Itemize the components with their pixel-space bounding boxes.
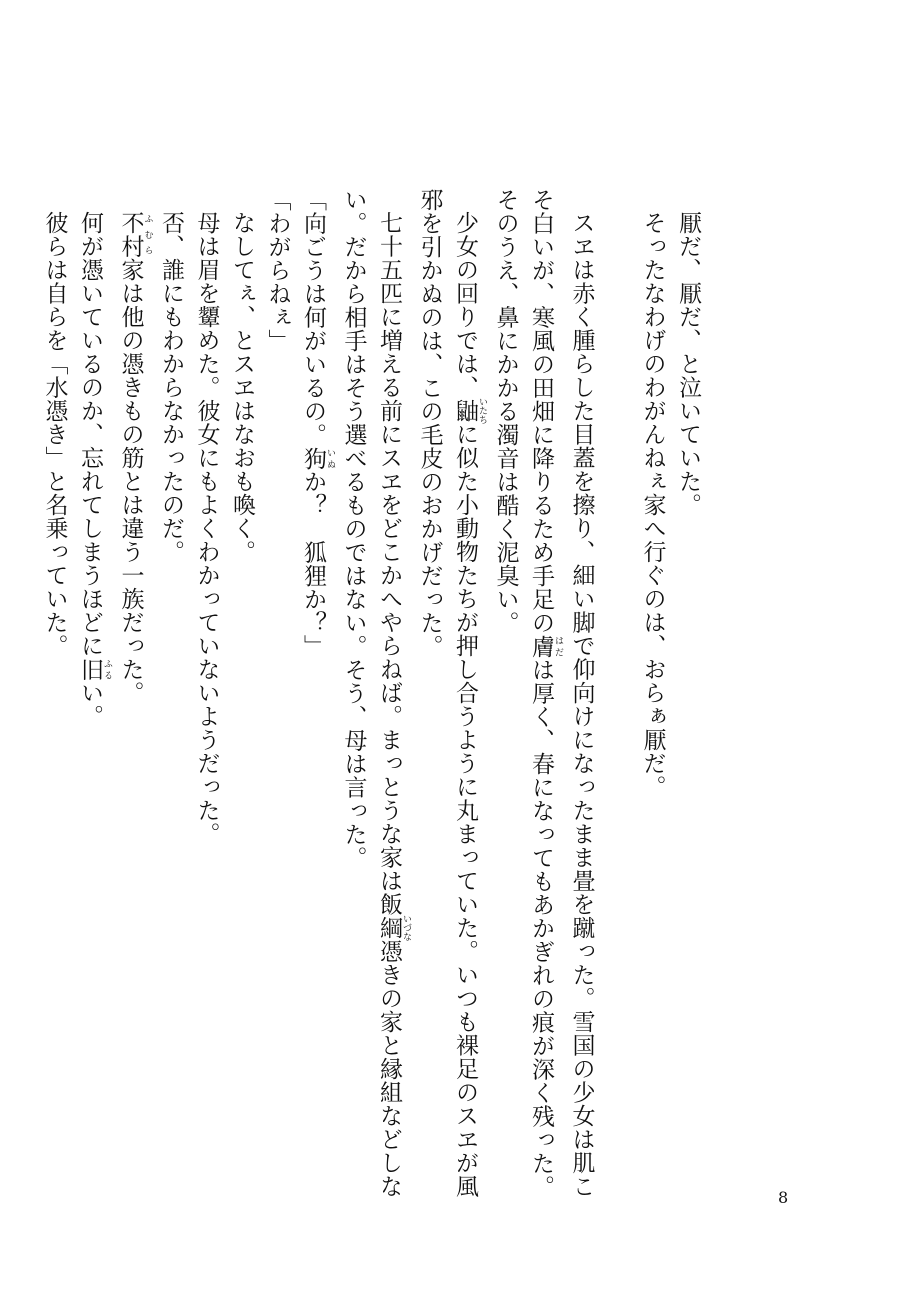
text-line: そ白いが、寒風の田畑に降りるため手足の膚 はだは厚く、春になってもあかぎれの痕が深く残った。: [528, 188, 563, 1199]
text-line: 何が憑いているのか、忘れてしまうほどに旧 ふるい。: [77, 211, 112, 728]
ruby-annotation: 膚 はだ: [528, 634, 563, 658]
text-line: そったなわげのわがんねぇ家へ行ぐのは、おらぁ厭だ。: [639, 211, 666, 799]
vertical-text-body: [36, 188, 705, 1199]
text-line: い。だから相手はそう選べるものではない。そう、母は言った。: [340, 188, 367, 870]
text-line: 「わがらねぇ」: [264, 188, 291, 353]
text-line: そのうえ、鼻にかかる濁音は酷く泥臭い。: [492, 188, 519, 635]
text-line: 七十五匹に増える前にスヱをどこかへやらねば。まっとうな家は飯綱 いづな憑きの家と縁組などしな: [376, 211, 411, 1198]
text-line: スヱは赤く腫らした目蓋を擦り、細い脚で仰向けになったまま畳を蹴った。雪国の少女は肌こ: [568, 211, 595, 1198]
text-line: 「向ごうは何がいるの。狗 いぬか？ 狐狸か？」: [300, 188, 335, 658]
ruby-annotation: 綱 いづな: [376, 914, 411, 942]
ruby-annotation: 狗 いぬ: [300, 446, 335, 470]
text-line: なしてぇ、とスヱはなおも喚く。: [229, 211, 255, 564]
text-line: 彼らは自らを「水憑き」と名乗っていた。: [41, 211, 68, 658]
text-line: 不村 ふむら家は他の憑きもの筋とは違う一族だった。: [117, 211, 153, 705]
page-number: 8: [778, 1188, 789, 1207]
ruby-annotation: 鼬 いたち: [452, 397, 487, 425]
text-line: 否、誰にもわからなかったのだ。: [158, 211, 184, 564]
text-line: 少女の回りでは、鼬 いたちに似た小動物たちが押し合うように丸まっていた。いつも裸足のスヱが風: [452, 211, 487, 1198]
text-line: 厭だ、厭だ、と泣いていた。: [675, 211, 701, 517]
ruby-annotation: 不村 ふむら: [117, 211, 153, 258]
text-line: 母は眉を顰めた。彼女にもよくわかっていないようだった。: [193, 211, 220, 846]
ruby-annotation: 旧 ふる: [77, 657, 112, 681]
text-line: 邪を引かぬのは、この毛皮のおかげだった。: [416, 188, 443, 658]
